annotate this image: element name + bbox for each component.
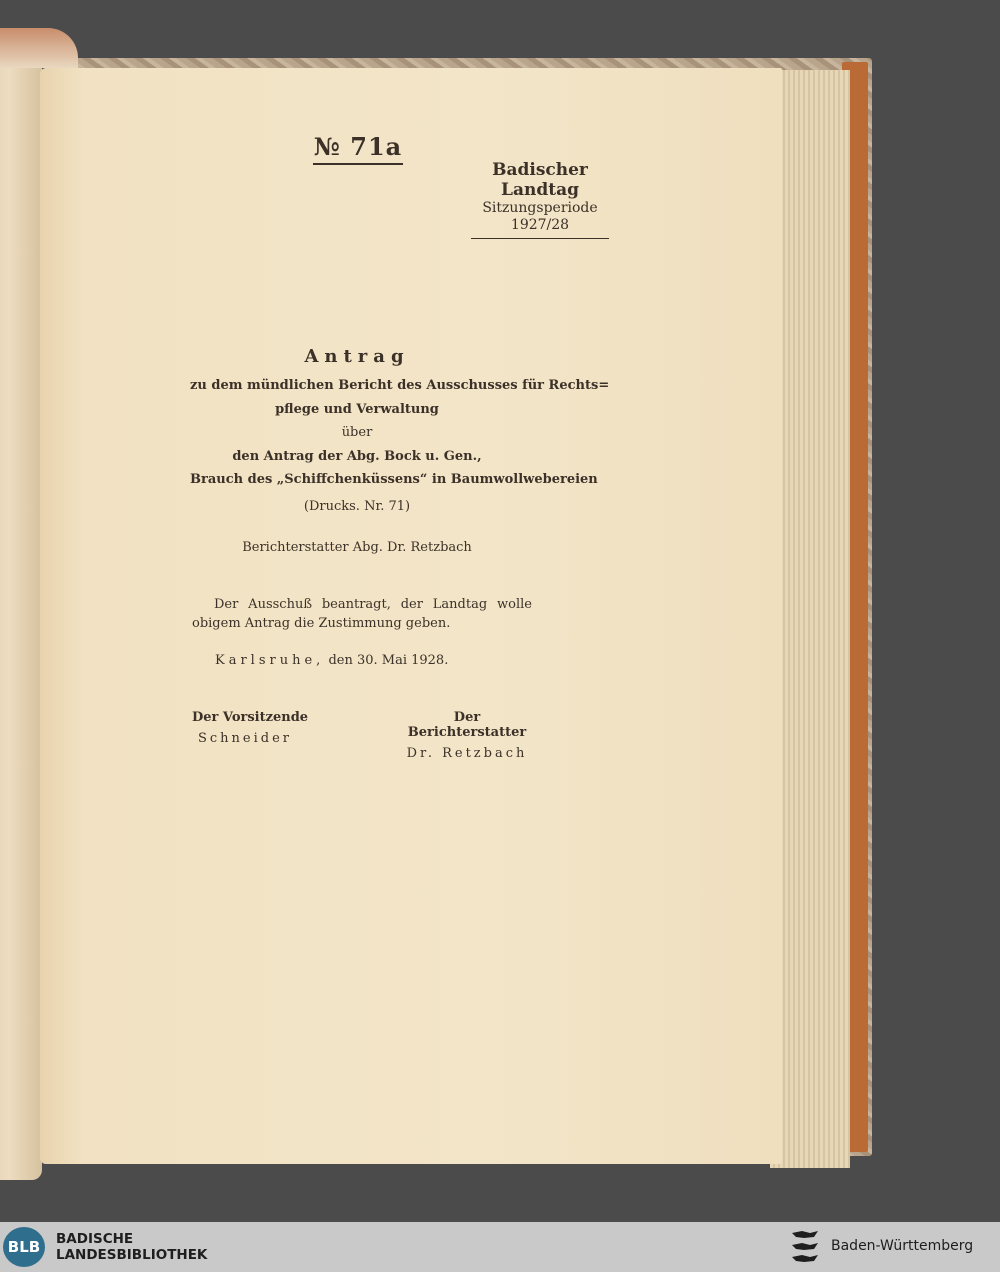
session-stamp — [470, 160, 610, 239]
signature-role: Der Vorsitzende — [192, 710, 309, 725]
page-stack — [770, 70, 850, 1168]
library-name[interactable] — [56, 1231, 207, 1263]
state-name[interactable]: Baden-Württemberg — [831, 1238, 974, 1254]
document-page — [40, 68, 782, 1164]
print-reference: (Drucks. Nr. 71) — [303, 499, 411, 514]
reporter-line: Berichterstatter Abg. Dr. Retzbach — [242, 540, 472, 555]
library-name-line2: LANDESBIBLIOTHEK — [56, 1247, 208, 1263]
stamp-rule — [471, 238, 609, 239]
blb-logo[interactable]: BLB — [3, 1227, 45, 1267]
stamp-title: Badischer Landtag — [492, 160, 588, 200]
stamp-session-label: Sitzungsperiode — [482, 200, 598, 216]
subheading-line: Brauch des „Schiffchenküssens“ in Baumwollwebereien — [190, 472, 598, 487]
subheading-line: den Antrag der Abg. Bock u. Gen., — [232, 449, 482, 464]
subheading-line: zu dem mündlichen Bericht des Ausschusses für Rechts= — [190, 378, 610, 393]
left-page-edge — [0, 40, 42, 1180]
document-heading: Antrag — [304, 346, 410, 367]
signature-reporter — [402, 710, 532, 761]
signature-name: Dr. Retzbach — [406, 746, 528, 761]
footer-bar — [0, 1222, 1000, 1272]
subheading-line: über — [341, 425, 373, 440]
resolution-text: Der Ausschuß beantragt, der Landtag wolle obigem Antrag die Zustimmung geben. — [192, 597, 532, 631]
lions-crest-icon — [790, 1228, 820, 1266]
subheading-line: pflege und Verwaltung — [275, 402, 439, 417]
dateline-place: Karlsruhe, — [215, 653, 325, 668]
signature-name: Schneider — [198, 731, 293, 746]
signature-role: Der Berichterstatter — [407, 710, 527, 740]
stamp-session-years: 1927/28 — [510, 217, 570, 233]
library-name-line1: BADISCHE — [56, 1231, 134, 1247]
signature-chair — [192, 710, 312, 746]
dateline — [215, 653, 448, 668]
document-number: № 71a — [313, 132, 403, 165]
left-page-rim — [0, 28, 78, 68]
dateline-date: den 30. Mai 1928. — [328, 653, 449, 668]
